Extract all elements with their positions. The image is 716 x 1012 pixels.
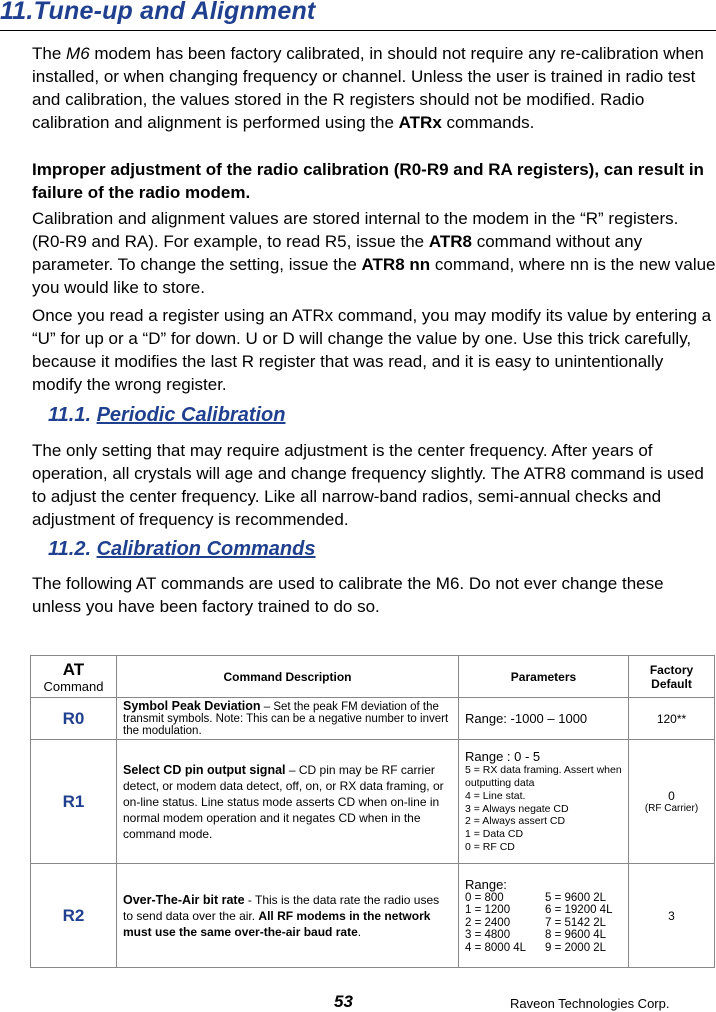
chapter-heading bbox=[0, 0, 315, 26]
description-r0: Symbol Peak Deviation – Set the peak FM deviation of the transmit symbols. Note: This can be a negative number to invert the modulation. bbox=[117, 698, 459, 740]
section-heading-periodic-calibration: 11.1. Periodic Calibration bbox=[48, 404, 286, 426]
registers-paragraph: Calibration and alignment values are stored internal to the modem in the “R” registers. (R0-R9 and RA). For example, to read R5, issue the ATR8 command without any parameter. To change the setting, issue the ATR8 nn command, where nn is the new value you would like to store. bbox=[32, 209, 716, 297]
table-row bbox=[31, 698, 715, 740]
company-name: Raveon Technologies Corp. bbox=[510, 996, 670, 1011]
parameters-r0: Range: -1000 – 1000 bbox=[459, 698, 629, 740]
section-link-periodic-calibration[interactable]: Periodic Calibration bbox=[96, 404, 286, 426]
default-r0: 120** bbox=[629, 698, 715, 740]
page-number: 53 bbox=[334, 992, 353, 1011]
table-row bbox=[31, 864, 715, 968]
atr8-command: ATR8 bbox=[428, 232, 472, 251]
default-r2: 3 bbox=[629, 864, 715, 968]
heading-rule bbox=[0, 30, 716, 31]
parameters-r2: Range: 0 = 800 5 = 9600 2L 1 = 1200 6 = 19200 4L 2 = 2400 7 = 5142 2L 3 = 4800 8 = 9600 4L 4 = 8000 4L 9 = 2000 2L bbox=[459, 864, 629, 968]
header-factory-default: Factory Default bbox=[629, 656, 715, 698]
table-header-row bbox=[31, 656, 715, 698]
intro-paragraph: The M6 modem has been factory calibrated, in should not require any re-calibration when installed, or when changing frequency or channel. Unless the user is trained in radio test and calibration, the values stored in the R registers should not be modified. Radio calibration and alignment is performed using the ATRx commands. bbox=[32, 44, 704, 132]
atrx-command: ATRx bbox=[398, 113, 442, 132]
model-name: M6 bbox=[66, 44, 90, 63]
calibration-commands-body: The following AT commands are used to calibrate the M6. Do not ever change these unless you have been factory trained to do so. bbox=[32, 574, 664, 616]
register-r1: R1 bbox=[31, 740, 117, 864]
register-r0: R0 bbox=[31, 698, 117, 740]
bit-rate-grid: 0 = 800 5 = 9600 2L 1 = 1200 6 = 19200 4L 2 = 2400 7 = 5142 2L 3 = 4800 8 = 9600 4L 4 = 8000 4L 9 = 2000 2L bbox=[465, 891, 613, 954]
description-r2: Over-The-Air bit rate - This is the data rate the radio uses to send data over the air. All RF modems in the network must use the same over-the-air baud rate. bbox=[117, 864, 459, 968]
atr8-nn-command: ATR8 nn bbox=[361, 255, 431, 274]
description-r1: Select CD pin output signal – CD pin may be RF carrier detect, or modem data detect, off, on, or RX data framing, or on-line status. Line status mode asserts CD when on-line in normal modem operation and it negates CD when in the command mode. bbox=[117, 740, 459, 864]
up-down-paragraph: Once you read a register using an ATRx command, you may modify its value by entering a “U” for up or a “D” for down. U or D will change the value by one. Use this trick carefully, because it modifies the last R register that was read, and it is easy to unintentionally modify the wrong register. bbox=[32, 306, 712, 394]
periodic-calibration-body: The only setting that may require adjustment is the center frequency. After years of operation, all crystals will age and change frequency slightly. The ATR8 command is used to adjust the center frequency. Like all narrow-band radios, semi-annual checks and adjustment of frequency is recommended. bbox=[32, 441, 704, 529]
chapter-title: Tune-up and Alignment bbox=[33, 0, 316, 25]
table-row bbox=[31, 740, 715, 864]
calibration-commands-table bbox=[30, 655, 715, 968]
parameters-r1: Range : 0 - 5 5 = RX data framing. Assert when outputting data 4 = Line stat. 3 = Always negate CD 2 = Always assert CD 1 = Data CD 0 = RF CD bbox=[459, 740, 629, 864]
header-at-command: AT Command bbox=[31, 656, 117, 698]
warning-paragraph: Improper adjustment of the radio calibration (R0-R9 and RA registers), can result in failure of the radio modem. bbox=[32, 160, 704, 202]
section-heading-calibration-commands: 11.2. Calibration Commands bbox=[48, 538, 316, 560]
register-r2: R2 bbox=[31, 864, 117, 968]
chapter-number: 11. bbox=[0, 0, 34, 25]
default-r1: 0 (RF Carrier) bbox=[629, 740, 715, 864]
section-link-calibration-commands[interactable]: Calibration Commands bbox=[96, 538, 316, 560]
header-command-description: Command Description bbox=[117, 656, 459, 698]
header-parameters: Parameters bbox=[459, 656, 629, 698]
